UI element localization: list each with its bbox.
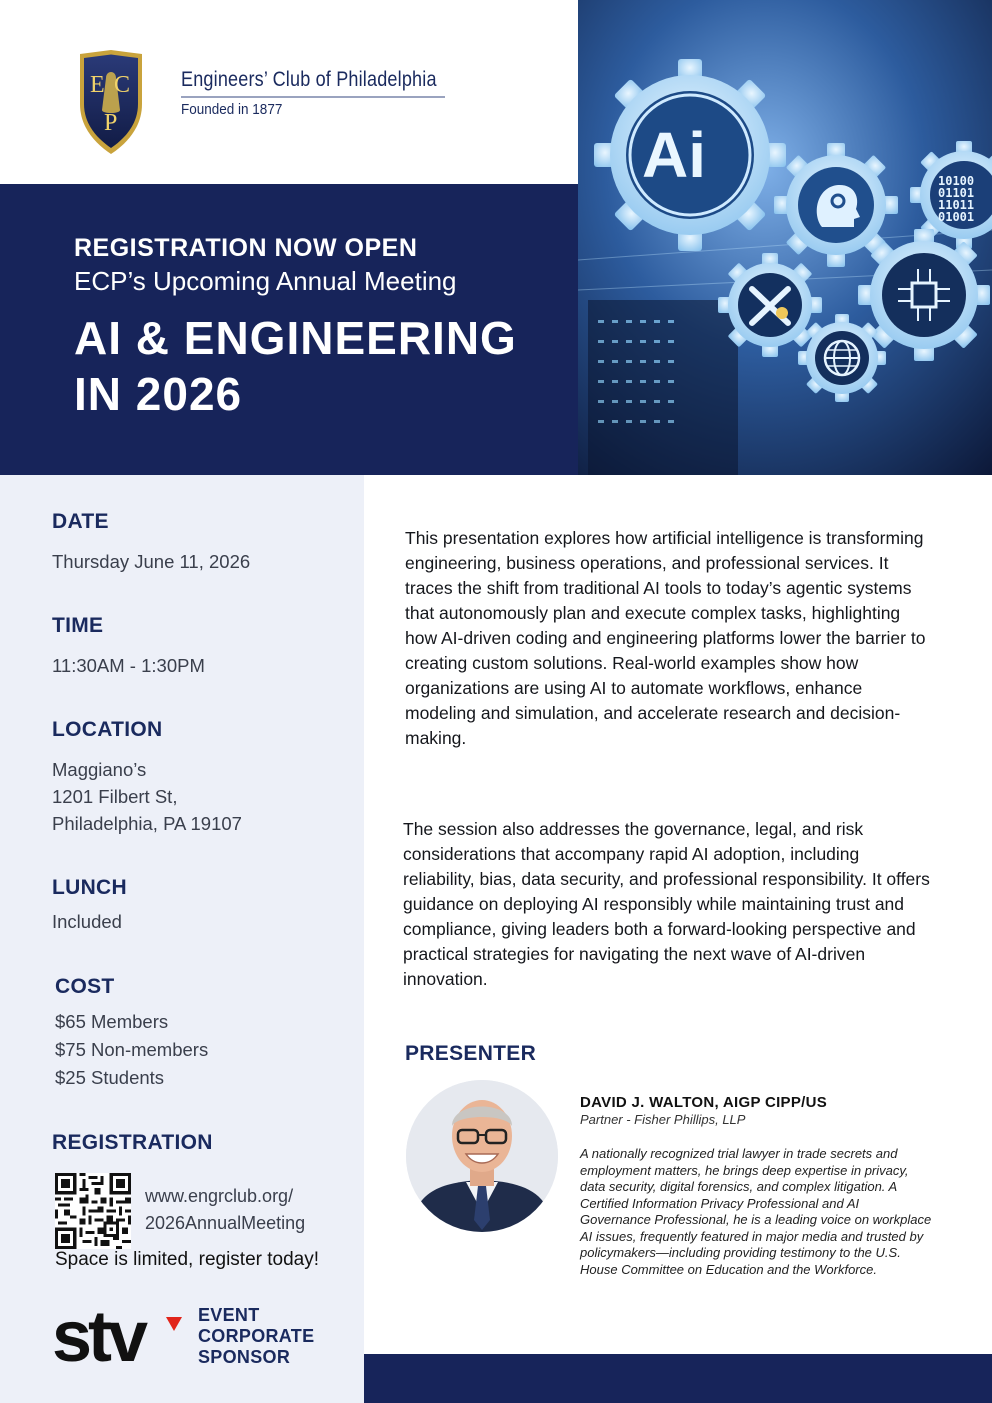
binary-line-4: 01001 <box>938 210 975 224</box>
tools-gear-icon <box>718 253 822 357</box>
crest-letter-p: P <box>104 110 118 136</box>
cost-line-members: $65 Members <box>55 1011 169 1032</box>
stv-logo-text: stv <box>52 1303 145 1367</box>
ecp-crest-logo <box>76 48 146 158</box>
club-name-divider <box>181 96 445 98</box>
registration-qr-code[interactable] <box>55 1173 131 1249</box>
cost-line-students: $25 Students <box>55 1067 165 1088</box>
club-name: Engineers’ Club of Philadelphia <box>181 68 437 91</box>
presenter-portrait-avatar <box>406 1080 558 1232</box>
registration-open-heading: REGISTRATION NOW OPEN <box>74 234 418 262</box>
registration-label: REGISTRATION <box>52 1131 213 1154</box>
space-limited-note: Space is limited, register today! <box>55 1249 320 1270</box>
ai-gear-text: Ai <box>642 119 706 191</box>
presenter-name: DAVID J. WALTON, AIGP CIPP/US <box>580 1094 828 1111</box>
cost-label: COST <box>55 975 115 998</box>
event-title-line-2: IN 2026 <box>74 368 243 420</box>
footer-bar <box>364 1354 992 1403</box>
stv-logo-red-triangle <box>166 1317 182 1331</box>
event-title <box>74 310 517 422</box>
crest-letter-c: C <box>114 72 131 98</box>
founded-text: Founded in 1877 <box>181 101 283 118</box>
time-label: TIME <box>52 614 104 637</box>
sponsor-caption-line-3: SPONSOR <box>198 1347 291 1367</box>
event-title-line-1: AI & ENGINEERING <box>74 312 517 364</box>
ai-gear-icon <box>594 59 786 251</box>
location-line-2: 1201 Filbert St, <box>52 786 178 807</box>
presenter-heading: PRESENTER <box>405 1042 537 1065</box>
ai-gears-hero-image <box>578 0 992 475</box>
server-rack-background <box>588 300 738 475</box>
description-paragraph-1: This presentation explores how artificial intelligence is transforming engineering, business operations, and professional services. It traces the shift from traditional AI tools to today’s agentic systems that autonomously plan and execute complex tasks, highlighting how AI-driven coding and engineering platforms lower the barrier to creating custom solutions. Real-world examples show how organizations are using AI to automate workflows, enhance modeling and simulation, and accelerate research and decision-making. <box>405 528 926 748</box>
location-value <box>52 756 242 837</box>
presenter-title: Partner - Fisher Phillips, LLP <box>580 1112 746 1127</box>
binary-line-3: 11011 <box>938 198 975 212</box>
sponsor-caption <box>198 1305 314 1368</box>
presenter-photo <box>406 1080 558 1232</box>
crest-letter-e: E <box>90 72 105 98</box>
cost-line-non-members: $75 Non-members <box>55 1039 209 1060</box>
binary-line-1: 10100 <box>938 174 975 188</box>
logo-area <box>0 0 578 184</box>
binary-line-2: 01101 <box>938 186 975 200</box>
ai-gears-illustration <box>578 0 992 475</box>
registration-url-line-2: 2026AnnualMeeting <box>145 1213 306 1233</box>
cost-value <box>55 1008 208 1092</box>
meeting-subtitle: ECP’s Upcoming Annual Meeting <box>74 266 457 296</box>
location-line-3: Philadelphia, PA 19107 <box>52 813 242 834</box>
globe-gear-icon <box>798 314 886 402</box>
registration-url[interactable] <box>145 1183 305 1237</box>
sponsor-caption-line-2: CORPORATE <box>198 1326 315 1346</box>
presenter-bio: A nationally recognized trial lawyer in trade secrets and employment matters, he brings deep expertise in privacy, data security, digital forensics, and complex litigation. A Certified Information Privacy Professional and AI Governance Professional, he is a leading voice on workplace AI issues, frequently featured in major media and trusted by policymakers—including providing testimony to the U.S. House Committee on Education and the Workforce. <box>580 1146 932 1277</box>
location-line-1: Maggiano’s <box>52 759 147 780</box>
circuit-chip-gear-icon <box>858 229 990 361</box>
date-label: DATE <box>52 510 109 533</box>
date-value: Thursday June 11, 2026 <box>52 551 251 572</box>
registration-url-line-1: www.engrclub.org/ <box>145 1186 294 1206</box>
time-value: 11:30AM - 1:30PM <box>52 655 205 676</box>
title-banner <box>0 184 578 475</box>
sponsor-caption-line-1: EVENT <box>198 1305 260 1325</box>
lunch-value: Included <box>52 911 122 932</box>
lunch-label: LUNCH <box>52 876 127 899</box>
location-label: LOCATION <box>52 718 163 741</box>
stv-sponsor-logo <box>52 1303 186 1367</box>
description-paragraph-2: The session also addresses the governance, legal, and risk considerations that accompany rapid AI adoption, including reliability, bias, data security, and professional responsibility. It offers guidance on deploying AI responsibly while maintaining trust and compliance, giving leaders both a forward-looking perspective and practical strategies for navigating the next wave of AI-driven innovation. <box>403 819 930 989</box>
